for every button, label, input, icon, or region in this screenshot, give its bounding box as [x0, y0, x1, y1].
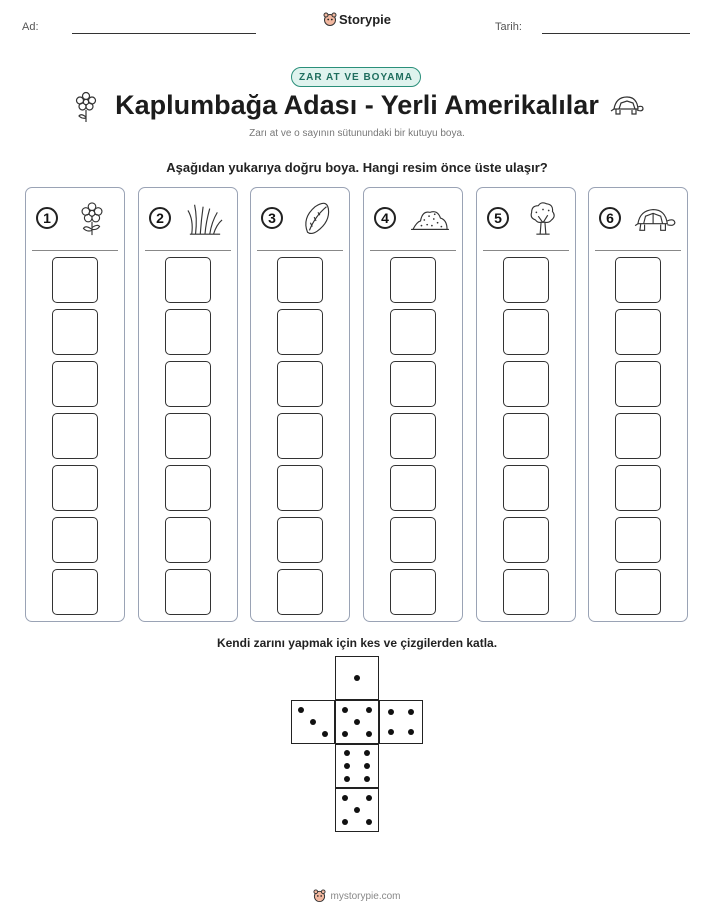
column-number: 5	[487, 207, 509, 229]
column-number: 2	[149, 207, 171, 229]
color-box[interactable]	[165, 413, 211, 459]
color-box[interactable]	[277, 569, 323, 615]
column-number: 6	[599, 207, 621, 229]
column-number: 4	[374, 207, 396, 229]
color-box[interactable]	[165, 569, 211, 615]
color-box[interactable]	[52, 309, 98, 355]
page-title: Kaplumbağa Adası - Yerli Amerikalılar	[115, 90, 599, 120]
column-6	[588, 187, 688, 622]
die-pip	[342, 795, 348, 801]
column-4	[363, 187, 463, 622]
die-pip	[310, 719, 316, 725]
die-pip	[344, 776, 350, 782]
die-pip	[388, 709, 394, 715]
die-face-5b	[335, 788, 379, 832]
color-box[interactable]	[165, 361, 211, 407]
column-3	[250, 187, 350, 622]
column-number: 3	[261, 207, 283, 229]
die-face-1	[335, 656, 379, 700]
color-box[interactable]	[503, 517, 549, 563]
subtitle: Zarı at ve o sayının sütunundaki bir kutuyu boya.	[249, 128, 465, 139]
color-box[interactable]	[277, 257, 323, 303]
storypie-logo-icon	[313, 889, 326, 902]
die-face-5	[335, 700, 379, 744]
color-box[interactable]	[615, 361, 661, 407]
seed-icon	[295, 201, 339, 237]
storypie-logo-icon	[323, 12, 337, 26]
column-number: 1	[36, 207, 58, 229]
turtle-icon	[610, 94, 644, 118]
color-box[interactable]	[165, 257, 211, 303]
name-line[interactable]	[72, 33, 256, 34]
color-box[interactable]	[503, 309, 549, 355]
die-pip	[366, 795, 372, 801]
color-box[interactable]	[615, 517, 661, 563]
column-divider	[595, 250, 681, 251]
column-divider	[257, 250, 343, 251]
color-box[interactable]	[277, 309, 323, 355]
die-pip	[366, 707, 372, 713]
column-divider	[370, 250, 456, 251]
column-divider	[483, 250, 569, 251]
die-instruction: Kendi zarını yapmak için kes ve çizgilerden katla.	[216, 636, 498, 650]
color-box[interactable]	[390, 309, 436, 355]
grass-icon	[183, 201, 227, 237]
color-box[interactable]	[277, 517, 323, 563]
mound-icon	[408, 201, 452, 237]
color-box[interactable]	[165, 309, 211, 355]
die-pip	[344, 750, 350, 756]
coloring-instruction: Aşağıdan yukarıya doğru boya. Hangi resim önce üste ulaşır?	[166, 160, 548, 175]
column-2	[138, 187, 238, 622]
column-divider	[145, 250, 231, 251]
die-pip	[342, 707, 348, 713]
color-box[interactable]	[615, 309, 661, 355]
footer	[0, 889, 714, 902]
color-box[interactable]	[52, 257, 98, 303]
column-1	[25, 187, 125, 622]
die-pip	[342, 819, 348, 825]
color-box[interactable]	[503, 361, 549, 407]
color-box[interactable]	[277, 361, 323, 407]
color-box[interactable]	[165, 517, 211, 563]
activity-badge: ZAR AT VE BOYAMA	[291, 67, 421, 87]
die-pip	[388, 729, 394, 735]
name-label: Ad:	[22, 21, 39, 33]
flower-icon	[70, 201, 114, 237]
die-face-4	[379, 700, 423, 744]
die-pip	[354, 719, 360, 725]
color-box[interactable]	[390, 517, 436, 563]
color-box[interactable]	[390, 257, 436, 303]
date-label: Tarih:	[495, 21, 522, 33]
color-box[interactable]	[615, 569, 661, 615]
die-pip	[366, 819, 372, 825]
color-box[interactable]	[503, 413, 549, 459]
die-pip	[322, 731, 328, 737]
die-pip	[364, 763, 370, 769]
die-pip	[364, 750, 370, 756]
color-box[interactable]	[503, 465, 549, 511]
color-box[interactable]	[390, 569, 436, 615]
tree-icon	[521, 201, 565, 237]
date-line[interactable]	[542, 33, 690, 34]
die-pip	[344, 763, 350, 769]
color-box[interactable]	[52, 569, 98, 615]
color-box[interactable]	[52, 517, 98, 563]
color-box[interactable]	[277, 465, 323, 511]
color-box[interactable]	[390, 465, 436, 511]
column-divider	[32, 250, 118, 251]
color-box[interactable]	[615, 413, 661, 459]
die-pip	[354, 675, 360, 681]
die-pip	[364, 776, 370, 782]
color-box[interactable]	[503, 257, 549, 303]
color-box[interactable]	[503, 569, 549, 615]
color-box[interactable]	[52, 413, 98, 459]
die-pip	[342, 731, 348, 737]
die-face-3	[291, 700, 335, 744]
turtle-icon	[633, 201, 677, 237]
column-5	[476, 187, 576, 622]
die-face-6	[335, 744, 379, 788]
color-box[interactable]	[390, 361, 436, 407]
brand	[0, 12, 714, 27]
die-pip	[366, 731, 372, 737]
die-pip	[408, 729, 414, 735]
color-box[interactable]	[615, 257, 661, 303]
color-box[interactable]	[277, 413, 323, 459]
color-box[interactable]	[390, 413, 436, 459]
footer-url[interactable]: mystorypie.com	[330, 891, 401, 902]
die-pip	[408, 709, 414, 715]
die-pip	[354, 807, 360, 813]
brand-name: Storypie	[338, 12, 391, 27]
color-box[interactable]	[52, 465, 98, 511]
die-pip	[298, 707, 304, 713]
color-box[interactable]	[615, 465, 661, 511]
color-box[interactable]	[52, 361, 98, 407]
color-box[interactable]	[165, 465, 211, 511]
